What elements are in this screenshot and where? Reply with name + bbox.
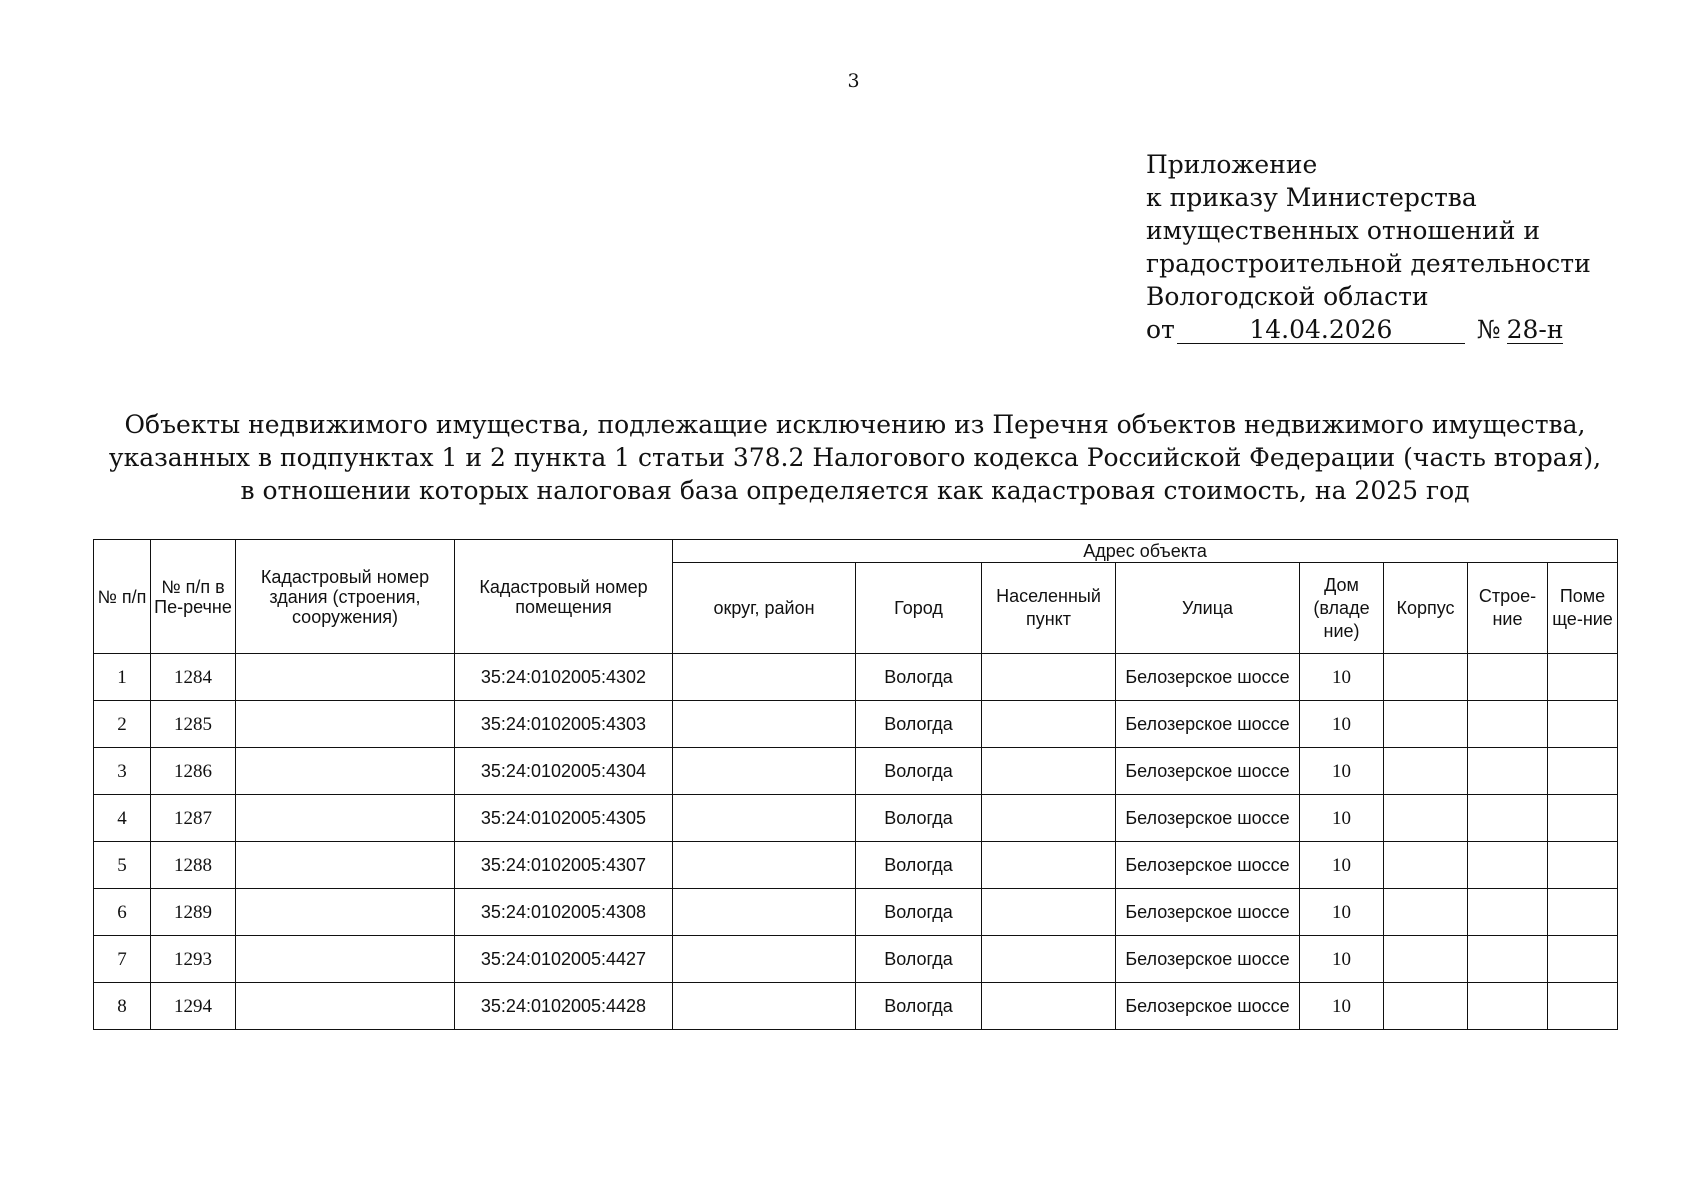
cell-list-num: 1286 (151, 748, 236, 795)
cell-korpus (1384, 889, 1468, 936)
header-premises-cadastral: Кадастровый номер помещения (455, 540, 673, 654)
cell-num: 6 (94, 889, 151, 936)
table-header-row (94, 540, 1618, 563)
table-row (94, 889, 1618, 936)
cell-korpus (1384, 795, 1468, 842)
header-city: Город (856, 563, 982, 654)
cell-korpus (1384, 654, 1468, 701)
cell-building-cadastral (236, 748, 455, 795)
cell-building (1468, 889, 1548, 936)
cell-district (673, 983, 856, 1030)
header-korpus: Корпус (1384, 563, 1468, 654)
cell-street: Белозерское шоссе (1116, 795, 1300, 842)
appendix-line: Вологодской области (1146, 282, 1429, 311)
cell-premises-cadastral: 35:24:0102005:4428 (455, 983, 673, 1030)
order-date: 14.04.2026 (1177, 317, 1465, 344)
title-line: в отношении которых налоговая база определяется как кадастровая стоимость, на 2025 год (240, 476, 1470, 505)
cell-house: 10 (1300, 889, 1384, 936)
cell-num: 1 (94, 654, 151, 701)
header-address-group: Адрес объекта (673, 540, 1618, 563)
cell-district (673, 795, 856, 842)
header-num: № п/п (94, 540, 151, 654)
cell-building (1468, 983, 1548, 1030)
cell-list-num: 1293 (151, 936, 236, 983)
appendix-line: имущественных отношений и (1146, 216, 1541, 245)
cell-building (1468, 748, 1548, 795)
header-settlement: Населенный пункт (982, 563, 1116, 654)
page-number: 3 (847, 70, 860, 92)
cell-korpus (1384, 701, 1468, 748)
cell-street: Белозерское шоссе (1116, 748, 1300, 795)
cell-premises-cadastral: 35:24:0102005:4303 (455, 701, 673, 748)
header-house: Дом (владе ние) (1300, 563, 1384, 654)
table-row (94, 842, 1618, 889)
cell-list-num: 1288 (151, 842, 236, 889)
cell-street: Белозерское шоссе (1116, 701, 1300, 748)
table-row (94, 983, 1618, 1030)
cell-building-cadastral (236, 889, 455, 936)
cell-premises-cadastral: 35:24:0102005:4307 (455, 842, 673, 889)
cell-building (1468, 654, 1548, 701)
cell-settlement (982, 936, 1116, 983)
cell-street: Белозерское шоссе (1116, 983, 1300, 1030)
header-building: Строе-ние (1468, 563, 1548, 654)
cell-building (1468, 842, 1548, 889)
cell-settlement (982, 701, 1116, 748)
header-building-cadastral: Кадастровый номер здания (строения, сооружения) (236, 540, 455, 654)
header-list-num: № п/п в Пе-речне (151, 540, 236, 654)
cell-city: Вологда (856, 701, 982, 748)
cell-city: Вологда (856, 654, 982, 701)
cell-house: 10 (1300, 795, 1384, 842)
cell-korpus (1384, 842, 1468, 889)
cell-settlement (982, 983, 1116, 1030)
cell-premises-cadastral: 35:24:0102005:4302 (455, 654, 673, 701)
cell-building-cadastral (236, 983, 455, 1030)
date-prefix: от (1146, 315, 1175, 344)
cell-building (1468, 701, 1548, 748)
cell-premises-cadastral: 35:24:0102005:4305 (455, 795, 673, 842)
cell-street: Белозерское шоссе (1116, 654, 1300, 701)
cell-building-cadastral (236, 842, 455, 889)
cell-house: 10 (1300, 701, 1384, 748)
cell-list-num: 1285 (151, 701, 236, 748)
cell-district (673, 842, 856, 889)
table-row (94, 654, 1618, 701)
cell-building-cadastral (236, 654, 455, 701)
cell-premises (1548, 795, 1618, 842)
cell-district (673, 748, 856, 795)
cell-city: Вологда (856, 889, 982, 936)
cell-premises (1548, 936, 1618, 983)
cell-num: 7 (94, 936, 151, 983)
cell-premises (1548, 983, 1618, 1030)
cell-premises-cadastral: 35:24:0102005:4304 (455, 748, 673, 795)
cell-building-cadastral (236, 936, 455, 983)
cell-district (673, 654, 856, 701)
cell-district (673, 701, 856, 748)
cell-settlement (982, 889, 1116, 936)
cell-settlement (982, 795, 1116, 842)
appendix-line: Приложение (1146, 150, 1318, 179)
table-row (94, 936, 1618, 983)
cell-num: 2 (94, 701, 151, 748)
document-title (90, 408, 1620, 507)
cell-building-cadastral (236, 701, 455, 748)
cell-premises (1548, 701, 1618, 748)
cell-building (1468, 936, 1548, 983)
cell-city: Вологда (856, 983, 982, 1030)
cell-num: 8 (94, 983, 151, 1030)
header-district: округ, район (673, 563, 856, 654)
cell-num: 3 (94, 748, 151, 795)
cell-city: Вологда (856, 842, 982, 889)
cell-korpus (1384, 936, 1468, 983)
title-line: указанных в подпунктах 1 и 2 пункта 1 статьи 378.2 Налогового кодекса Российской Федерации (часть вторая), (108, 443, 1602, 472)
cell-num: 4 (94, 795, 151, 842)
cell-premises (1548, 889, 1618, 936)
title-line: Объекты недвижимого имущества, подлежащие исключению из Перечня объектов недвижимого имущества, (124, 410, 1586, 439)
cell-premises-cadastral: 35:24:0102005:4308 (455, 889, 673, 936)
cell-house: 10 (1300, 842, 1384, 889)
cell-city: Вологда (856, 936, 982, 983)
cell-district (673, 889, 856, 936)
cell-house: 10 (1300, 748, 1384, 795)
objects-table (93, 539, 1618, 1030)
appendix-line: градостроительной деятельности (1146, 249, 1591, 278)
order-number: 28-н (1506, 315, 1564, 344)
cell-street: Белозерское шоссе (1116, 842, 1300, 889)
cell-list-num: 1294 (151, 983, 236, 1030)
appendix-block (1146, 148, 1616, 346)
appendix-date-line (1146, 313, 1616, 346)
cell-building (1468, 795, 1548, 842)
table-row (94, 795, 1618, 842)
cell-building-cadastral (236, 795, 455, 842)
cell-korpus (1384, 983, 1468, 1030)
cell-premises (1548, 748, 1618, 795)
cell-num: 5 (94, 842, 151, 889)
cell-korpus (1384, 748, 1468, 795)
cell-city: Вологда (856, 748, 982, 795)
order-number-label: № (1476, 315, 1501, 344)
cell-premises (1548, 654, 1618, 701)
cell-street: Белозерское шоссе (1116, 889, 1300, 936)
cell-house: 10 (1300, 936, 1384, 983)
table-row (94, 701, 1618, 748)
cell-list-num: 1284 (151, 654, 236, 701)
cell-settlement (982, 748, 1116, 795)
cell-settlement (982, 842, 1116, 889)
cell-street: Белозерское шоссе (1116, 936, 1300, 983)
cell-settlement (982, 654, 1116, 701)
cell-house: 10 (1300, 654, 1384, 701)
cell-premises-cadastral: 35:24:0102005:4427 (455, 936, 673, 983)
cell-house: 10 (1300, 983, 1384, 1030)
cell-premises (1548, 842, 1618, 889)
cell-list-num: 1289 (151, 889, 236, 936)
table-row (94, 748, 1618, 795)
header-premises: Поме ще-ние (1548, 563, 1618, 654)
cell-district (673, 936, 856, 983)
header-street: Улица (1116, 563, 1300, 654)
cell-list-num: 1287 (151, 795, 236, 842)
cell-city: Вологда (856, 795, 982, 842)
appendix-line: к приказу Министерства (1146, 183, 1477, 212)
